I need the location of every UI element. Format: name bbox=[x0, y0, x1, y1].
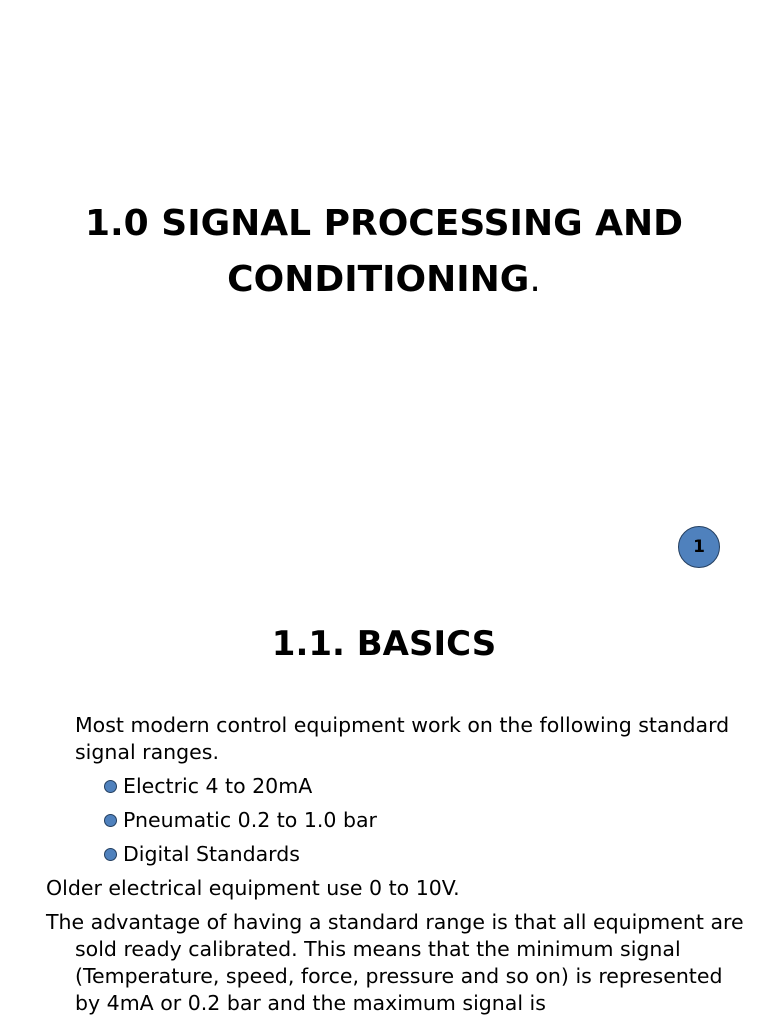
section-title: 1.1. BASICS bbox=[271, 624, 497, 664]
title-line-2: CONDITIONING. bbox=[227, 259, 541, 300]
paragraph-older-equipment: Older electrical equipment use 0 to 10V. bbox=[46, 876, 460, 900]
slide-title bbox=[0, 196, 768, 308]
bullet-item: Pneumatic 0.2 to 1.0 bar bbox=[46, 807, 746, 834]
bullet-item: Electric 4 to 20mA bbox=[46, 773, 746, 800]
bullet-dot-icon bbox=[104, 814, 117, 827]
bullet-item: Digital Standards bbox=[46, 841, 746, 868]
title-line-1: 1.0 SIGNAL PROCESSING AND bbox=[84, 203, 684, 244]
bullet-dot-icon bbox=[104, 780, 117, 793]
page-number-badge: 1 bbox=[678, 526, 720, 568]
bullet-dot-icon bbox=[104, 848, 117, 861]
paragraph-advantage: The advantage of having a standard range is that all equipment are sold ready calibrated. This means that the minimum signal (Temperature, speed, force, pressure and so on) is represented by 4mA or 0.2 bar and the maximum signal is bbox=[46, 910, 744, 1015]
intro-paragraph: Most modern control equipment work on the following standard signal ranges. bbox=[75, 713, 730, 764]
slide-body bbox=[46, 712, 746, 1024]
